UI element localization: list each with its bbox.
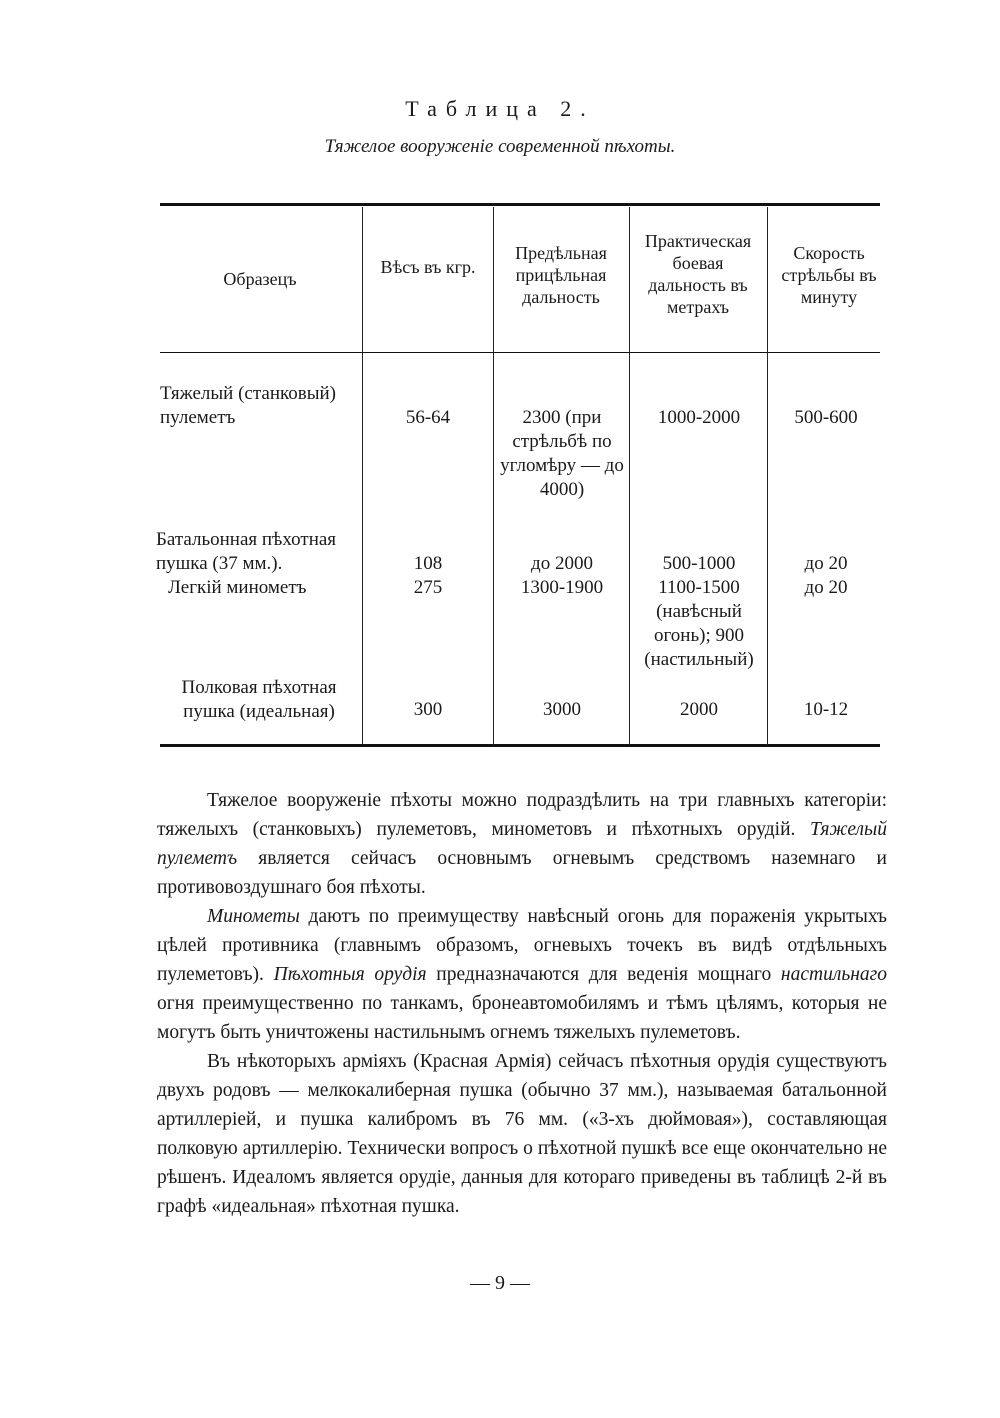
row-2-sample: Батальонная пѣхотная пушка (37 мм.). <box>156 529 337 574</box>
row-3-rate: до 20 <box>804 577 848 598</box>
row-1-rate: 500-600 <box>794 407 858 428</box>
row-4-rate: 10-12 <box>803 699 849 720</box>
row-4-sample: Полковая пѣхотная пушка (идеальная) <box>181 677 337 722</box>
column-divider <box>362 207 363 745</box>
paragraph-2: Минометы даютъ по преимуществу навѣсный огонь для пораженія укрытыхъ цѣлей противника (главнымъ образомъ, огневыхъ точекъ въ видѣ отдѣльныхъ пулеметовъ). Пѣхотныя орудія предназначаются для веденія мощнаго настильнаго огня преимущественно по танкамъ, бронеавтомобилямъ и тѣмъ цѣлямъ, которыя не могутъ быть уничтожены настильнымъ огнемъ тяжелыхъ пулеметовъ. <box>157 906 887 1043</box>
row-4-practical-range: 2000 <box>680 699 718 720</box>
row-3-practical-range: 1100-1500 (навѣсный огонь); 900 (настильный) <box>644 577 754 670</box>
row-1-weight: 56-64 <box>405 407 451 428</box>
header-weight: Вѣсъ въ кгр. <box>380 257 476 277</box>
row-3-sample: Легкій минометъ <box>168 577 307 598</box>
row-2-weight: 108 <box>413 553 443 574</box>
row-2-max-range: до 2000 <box>531 553 593 574</box>
table-header-rule <box>160 352 880 353</box>
row-4-weight: 300 <box>413 699 443 720</box>
row-1-max-range: 2300 (при стрѣльбѣ по угломѣру — до 4000) <box>500 407 624 500</box>
table-bottom-rule <box>160 744 880 747</box>
table-top-rule <box>160 203 880 206</box>
header-max-range: Предѣльная прицѣльная дальность <box>515 243 607 307</box>
paragraph-1: Тяжелое вооруженіе пѣхоты можно подраздѣлить на три главныхъ категоріи: тяжелыхъ (станковыхъ) пулеметовъ, минометовъ и пѣхотныхъ орудій. Тяжелый пулеметъ является сейчасъ основнымъ огневымъ средствомъ наземнаго и противовоздушнаго боя пѣхоты. <box>157 790 887 898</box>
header-rate: Скорость стрѣльбы въ минуту <box>781 243 877 307</box>
table-label: Таблица 2. <box>405 96 595 121</box>
paragraph-3: Въ нѣкоторыхъ арміяхъ (Красная Армія) сейчасъ пѣхотныя орудія существуютъ двухъ родовъ — мелкокалиберная пушка (обычно 37 мм.), называемая батальонной артиллеріей, и пушка калибромъ въ 76 мм. («3-хъ дюймовая»), составляющая полковую артиллерію. Технически вопросъ о пѣхотной пушкѣ все еще окончательно не рѣшенъ. Идеаломъ является орудіе, данныя для котораго приведены въ таблицѣ 2-й въ графѣ «идеальная» пѣхотная пушка. <box>157 1051 887 1217</box>
row-4-max-range: 3000 <box>543 699 581 720</box>
column-divider <box>493 207 494 745</box>
header-sample: Образецъ <box>223 269 297 289</box>
page-number: — 9 — <box>470 1272 530 1294</box>
row-1-sample: Тяжелый (станковый) пулеметъ <box>160 383 336 428</box>
row-3-max-range: 1300-1900 <box>520 577 604 598</box>
row-3-weight: 275 <box>413 577 443 598</box>
row-2-rate: до 20 <box>804 553 848 574</box>
column-divider <box>629 207 630 745</box>
table-caption: Тяжелое вооруженіе современной пѣхоты. <box>324 136 676 157</box>
row-1-practical-range: 1000-2000 <box>657 407 741 428</box>
body-text <box>157 786 887 1221</box>
header-practical-range: Практическая боевая дальность въ метрахъ <box>644 231 752 317</box>
row-2-practical-range: 500-1000 <box>662 553 736 574</box>
column-divider <box>767 207 768 745</box>
